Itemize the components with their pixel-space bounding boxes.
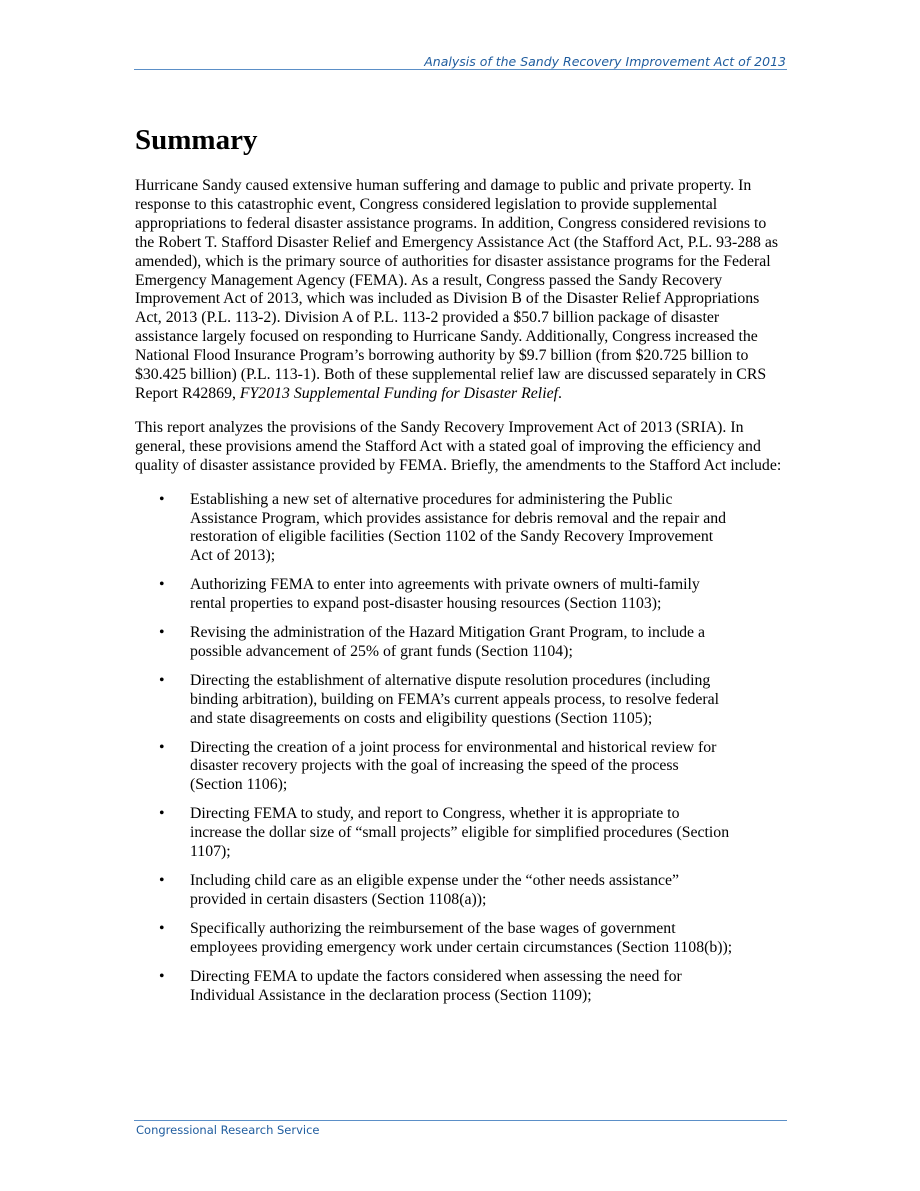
- bullet-icon: •: [159, 624, 165, 642]
- list-item: • Directing the establishment of alternative dispute resolution procedures (including binding arbitration), building on FEMA’s current appeals process, to resolve federal and state disagreements on costs and eligibility questions (Section 1105);: [159, 671, 720, 727]
- footer-rule: [134, 1120, 787, 1121]
- bullet-icon: •: [159, 967, 165, 985]
- section-title: Summary: [135, 124, 258, 156]
- running-footer: Congressional Research Service: [136, 1123, 320, 1137]
- list-item: • Specifically authorizing the reimbursement of the base wages of government employees providing emergency work under certain circumstances (Section 1108(b));: [159, 919, 733, 956]
- bullet-icon: •: [159, 576, 165, 594]
- body-content: [135, 177, 786, 1015]
- list-item: • Directing FEMA to update the factors considered when assessing the need for Individual Assistance in the declaration process (Section 1109);: [159, 967, 682, 1004]
- list-item: • Including child care as an eligible expense under the “other needs assistance” provided in certain disasters (Section 1108(a));: [159, 872, 680, 908]
- running-header: Analysis of the Sandy Recovery Improvement Act of 2013: [424, 54, 786, 69]
- summary-paragraph-1: Hurricane Sandy caused extensive human suffering and damage to public and private property. In response to this catastrophic event, Congress considered legislation to provide supplemental appropriations to federal disaster assistance programs. In addition, Congress considered revisions to the Robert T. Stafford Disaster Relief and Emergency Assistance Act (the Stafford Act, P.L. 93-288 as amended), which is the primary source of authorities for disaster assistance programs for the Federal Emergency Management Agency (FEMA). As a result, Congress passed the Sandy Recovery Improvement Act of 2013, which was included as Division B of the Disaster Relief Appropriations Act, 2013 (P.L. 113-2). Division A of P.L. 113-2 provided a $50.7 billion package of disaster assistance largely focused on responding to Hurricane Sandy. Additionally, Congress increased the National Flood Insurance Program’s borrowing authority by $9.7 billion (from $20.725 billion to $30.425 billion) (P.L. 113-1). Both of these supplemental relief law are discussed separately in CRS Report R42869, FY2013 Supplemental Funding for Disaster Relief.: [135, 177, 779, 402]
- header-rule: [134, 69, 787, 70]
- bullet-icon: •: [159, 919, 165, 937]
- list-item: • Directing the creation of a joint process for environmental and historical review for disaster recovery projects with the goal of increasing the speed of the process (Section 1106);: [159, 738, 717, 794]
- report-title: FY2013 Supplemental Funding for Disaster Relief: [239, 384, 558, 402]
- list-item: • Authorizing FEMA to enter into agreements with private owners of multi-family rental properties to expand post-disaster housing resources (Section 1103);: [159, 576, 700, 613]
- amendments-list: [135, 491, 786, 1006]
- list-item: • Establishing a new set of alternative procedures for administering the Public Assistance Program, which provides assistance for debris removal and the repair and restoration of eligible facilities (Section 1102 of the Sandy Recovery Improvement Act of 2013);: [159, 490, 727, 565]
- list-item: • Directing FEMA to study, and report to Congress, whether it is appropriate to increase the dollar size of “small projects” eligible for simplified procedures (Section 1107);: [159, 805, 730, 861]
- bullet-icon: •: [159, 490, 165, 508]
- bullet-icon: •: [159, 872, 165, 889]
- bullet-icon: •: [159, 738, 165, 756]
- summary-paragraph-2: This report analyzes the provisions of the Sandy Recovery Improvement Act of 2013 (SRIA). In general, these provisions amend the Stafford Act with a stated goal of improving the efficiency and quality of disaster assistance provided by FEMA. Briefly, the amendments to the Stafford Act include:: [135, 418, 782, 474]
- list-item: • Revising the administration of the Hazard Mitigation Grant Program, to include a possible advancement of 25% of grant funds (Section 1104);: [159, 624, 706, 660]
- bullet-icon: •: [159, 671, 165, 689]
- bullet-icon: •: [159, 805, 165, 823]
